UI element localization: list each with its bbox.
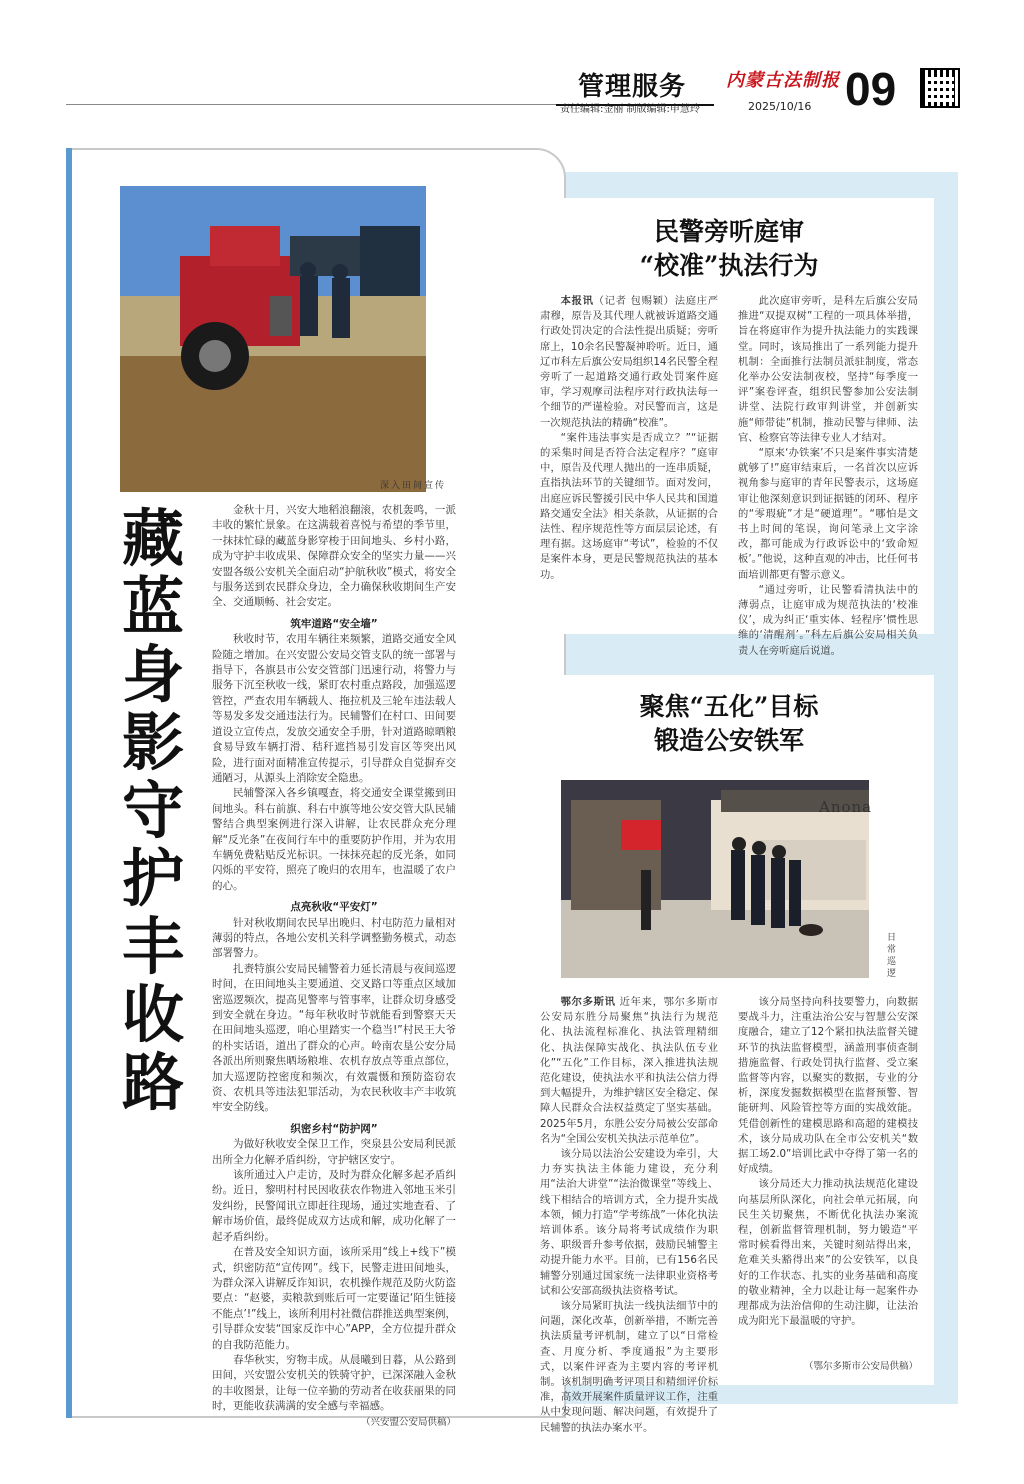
subheading: 点亮秋收“平安灯” (290, 901, 378, 914)
paragraph: 针对秋收期间农民早出晚归、村屯防范力量相对薄弱的特点，各地公安机关科学调整勤务模式，动态部署警力。 (212, 916, 456, 960)
qr-code-icon (922, 70, 958, 106)
paragraph: 该分局以法治公安建设为牵引，大力夯实执法主体能力建设，充分利用“法治大讲堂”“法治微课堂”等线上、线下相结合的培训方式，全力提升实战本领，倾力打造“学考练战”一体化执法培训体系。该分局将考试成绩作为职务、职级晋升参考依据，鼓励民辅警主动提升能力水平。目前，已有156名民辅警分别通过国家统一法律职业资格考试和公安部高级执法资格考试。 (540, 1148, 718, 1297)
article-credit: （兴安盟公安局供稿） (360, 1416, 456, 1428)
title-line: 民警旁听庭审 (653, 217, 804, 246)
left-article-body (212, 503, 456, 1430)
paragraph: 金秋十月，兴安大地稻浪翻滚，农机轰鸣，一派丰收的繁忙景象。在这满载着喜悦与希望的季节里，一抹抹忙碌的藏蓝身影穿梭于田间地头、乡村小路，成为守护丰收成果、保障群众安全的坚实力量——兴安盟各级公安机关全面启动“护航秋收”模式，将安全与服务送到农民群众身边，全力确保秋收期间生产安全、交通顺畅、社会安定。 (212, 504, 456, 609)
lead-tag: 鄂尔多斯讯 (560, 996, 616, 1008)
paragraph: 春华秋实，穷物丰成。从晨曦到日暮，从公路到田间，兴安盟公安机关的铁骑守护，已深深融入金秋的丰收图景，让每一位辛勤的劳动者在收获丽果的同时，更能收获满满的安全感与幸福感。 (212, 1353, 456, 1413)
photo-caption: 深入田间宣传 (380, 481, 447, 491)
newspaper-brand: 内蒙古法制报 (726, 70, 840, 91)
paragraph: 为做好秋收安全保卫工作，突泉县公安局利民派出所全力化解矛盾纠纷，守护辖区安宁。 (212, 1138, 456, 1166)
paragraph: 在普及安全知识方面，该所采用“线上+线下”模式，织密防范“宣传网”。线下，民警走进田间地头，为群众深入讲解反诈知识，农机操作规范及防火防盗要点：“赵婆，卖粮款到账后可一定要谨记‘陌生链接不能点’!”线上，该所利用村社微信群推送典型案例，引导群众安装“国家反诈中心”APP，全方位提升群众的自我防范能力。 (212, 1246, 456, 1351)
lead-tag: 本报讯 (560, 295, 594, 307)
lead-text: 近年来，鄂尔多斯市公安局东胜分局聚焦“执法行为规范化、执法流程标准化、执法管理精细化、执法保障实战化、执法队伍专业化”“五化”工作目标，深入推进执法规范化建设，使执法水平和执法公信力得到大幅提升，为维护辖区安全稳定、保障人民群众合法权益奠定了坚实基础。2025年5月，东胜公安分局被公安部命名为“全国公安机关执法示范单位”。 (540, 996, 719, 1145)
subheading: 织密乡村“防护网” (290, 1122, 378, 1135)
article-title (524, 215, 934, 283)
paragraph: 秋收时节，农用车辆往来频繁，道路交通安全风险随之增加。在兴安盟公安局交管支队的统一部署与指导下，各旗县市公安交管部门迅速行动，将警力与服务下沉至秋收一线，紧盯农村重点路段，加强巡逻管控，严查农用车辆载人、拖拉机及三轮车违法载人等易发多发交通违法行为。民辅警们在村口、田间要道设立宣传点，发放交通安全手册，针对道路晾晒粮食易导致车辆打滑、秸秆遮挡易引发盲区等突出风险，进行面对面精准宣传提示，引导群众自觉摒弃交通陋习，从源头上消除安全隐患。 (212, 633, 456, 784)
page-number: 09 (845, 63, 897, 115)
harvest-scene-illustration (120, 186, 426, 492)
article-credit: （鄂尔多斯市公安局供稿） (803, 1361, 918, 1372)
article-col-1 (540, 995, 719, 1434)
paragraph: 该所通过入户走访，及时为群众化解多起矛盾纠纷。近日，黎明村村民因收获农作物进入邻地玉米引发纠纷，民警闻讯立即赶往现场，通过实地查看、了解市场价值，最终促成双方达成和解，成功化解了一起矛盾纠纷。 (212, 1169, 456, 1243)
lead-text: 法庭庄严肃穆，原告及其代理人就被诉道路交通行政处罚决定的合法性提出质疑；旁听席上，10余名民警凝神聆听。近日，通辽市科左后旗公安局组织14名民警全程旁听了一起道路交通行政处罚案件庭审，学习观摩司法程序对行政执法每一个细节的严谨检验。对民警而言，这是一次规范执法的精确“校准”。 (540, 295, 719, 429)
paragraph: 该分局坚持向科技要警力，向数据要战斗力，注重法治公安与智慧公安深度融合，建立了12个紧扣执法监督关键环节的执法监督模型，涵盖刑事侦查制措施监督、行政处罚执行监督、受立案监督等内容，以聚实的数据，专业的分析，深度发掘数据模型在监督预警、智能研判、风险管控等方面的实战效能。凭借创新性的建模思路和高超的建模技术，该分局成功队在全市公安机关“数据工场2.0”培训比武中夺得了第一名的好成绩。 (738, 996, 918, 1176)
store-sign: Anona (819, 798, 873, 816)
paragraph: 此次庭审旁听，是科左后旗公安局推进“双提双树”工程的一项具体举措，旨在将庭审作为提升执法能力的实践课堂。同时，该局推出了一系列能力提升机制：全面推行法制员派驻制度，常态化举办公安法制夜校，坚持“每季度一评”案卷评查，组织民警参加公安法制讲堂、法院行政审判讲堂，并创新实施“师带徒”机制，推动民警与律师、法官、检察官等法律专业人才结对。 (738, 295, 918, 444)
paragraph (540, 294, 718, 431)
paragraph: 该分局紧盯执法一线执法细节中的问题，深化改革，创新举措，不断完善执法质量考评机制，建立了以“日常检查、月度分析、季度通报”为主要形式，以案件评查为主要内容的考评机制。该机制明确考评项目和精细评价标准，高效开展案件质量评议工作，注重从中发现问题、解决问题，有效提升了民辅警的执法办案水平。 (540, 1300, 718, 1434)
editors-line: 责任编辑:金丽 制版编辑:申慧玲 (560, 104, 700, 115)
title-line: “校准”执法行为 (639, 251, 819, 280)
issue-date: 2025/10/16 (748, 100, 812, 113)
paragraph: “通过旁听，让民警看清执法中的薄弱点，让庭审成为规范执法的‘校准仪’，成为纠正‘重实体、轻程序’惯性思维的‘清醒剂’。”科左后旗公安局相关负责人在旁听庭后说道。 (738, 583, 918, 657)
paragraph: “原来‘办铁案’不只是案件事实清楚就够了!”庭审结束后，一名首次以应诉视角参与庭审的青年民警表示，这场庭审让他深刻意识到证据链的闭环、程序的“零瑕疵”才是“硬道理”。“哪怕是文书上时间的笔误，询问笔录上文字涂改，都可能成为行政诉讼中的‘致命短板’。”他说，这种直观的冲击，比任何书面培训都更有警示意义。 (738, 447, 918, 581)
patrol-photo (561, 780, 873, 978)
byline: （记者 包赐颖） (593, 295, 675, 307)
photo-caption: 日常巡逻 (885, 932, 895, 980)
paragraph: 该分局还大力推动执法规范化建设向基层所队深化，向社会单元拓展，向民生关切聚焦，不断优化执法办案流程，创新监督管理机制，努力锻造“平常时候看得出来，关键时刻站得出来，危难关头豁得出来”的公安铁军，以良好的工作状态、扎实的业务基础和高度的敬业精神，全力以赴让每一起案件办理都成为法治信仰的生动注脚，让法治成为阳光下最温暖的守护。 (738, 1178, 918, 1328)
paragraph: “案件违法事实是否成立？”“证据的采集时间是否符合法定程序？”庭审中，原告及代理人抛出的一连串质疑，直指执法环节的关键细节。面对发问，出庭应诉民警援引民中华人民共和国道路交通安全法》相关条款，从证据的合法性、程序规范性等方面层层论述，有理有据。这场庭审“考试”，检验的不仅是案件本身，更是民警规范执法的基本功。 (540, 431, 718, 581)
harvest-photo (120, 186, 426, 492)
left-accent-bar (66, 148, 72, 1418)
article-title-vertical: 藏蓝身影守护丰收路 (121, 502, 184, 1119)
article-col-2 (738, 995, 918, 1355)
subheading: 筑牢道路“安全墙” (290, 617, 378, 630)
header-rule (66, 104, 556, 105)
paragraph (540, 995, 718, 1147)
section-title: 管理服务 (578, 72, 687, 102)
title-line: 聚焦“五化”目标 (639, 692, 819, 721)
article-col-1 (540, 294, 718, 583)
paragraph: 民辅警深入各乡镇嘎查，将交通安全课堂搬到田间地头。科右前旗、科右中旗等地公安交管大队民辅警结合典型案例进行深入讲解，让农民群众充分理解“反光条”在夜间行车中的重要防护作用，并为农用车辆免费粘贴反光标识。一抹抹亮起的反光条，如同闪烁的平安符，照亮了晚归的农用车，也温暖了农户的心。 (212, 787, 456, 892)
title-line: 锻造公安铁军 (653, 726, 804, 755)
article-col-2 (738, 294, 918, 657)
paragraph: 扎赉特旗公安局民辅警着力延长清晨与夜间巡逻时间，在田间地头主要通道、交叉路口等重点区域加密巡逻频次，提高见警率与管事率，让群众切身感受到安全就在身边。“每年秋收时节就能看到警察天天在田间地头巡逻，咱心里踏实一个稳当!”村民王大爷的朴实话语，道出了群众的心声。岭南农垦公安分局各派出所则聚焦晒场粮堆、农机存放点等重点部位，加大巡逻防控密度和频次，有效震慑和预防盗窃农资、农机具等违法犯罪活动，为农民秋收丰产丰收筑牢安全防线。 (212, 962, 456, 1114)
article-title (524, 690, 934, 758)
